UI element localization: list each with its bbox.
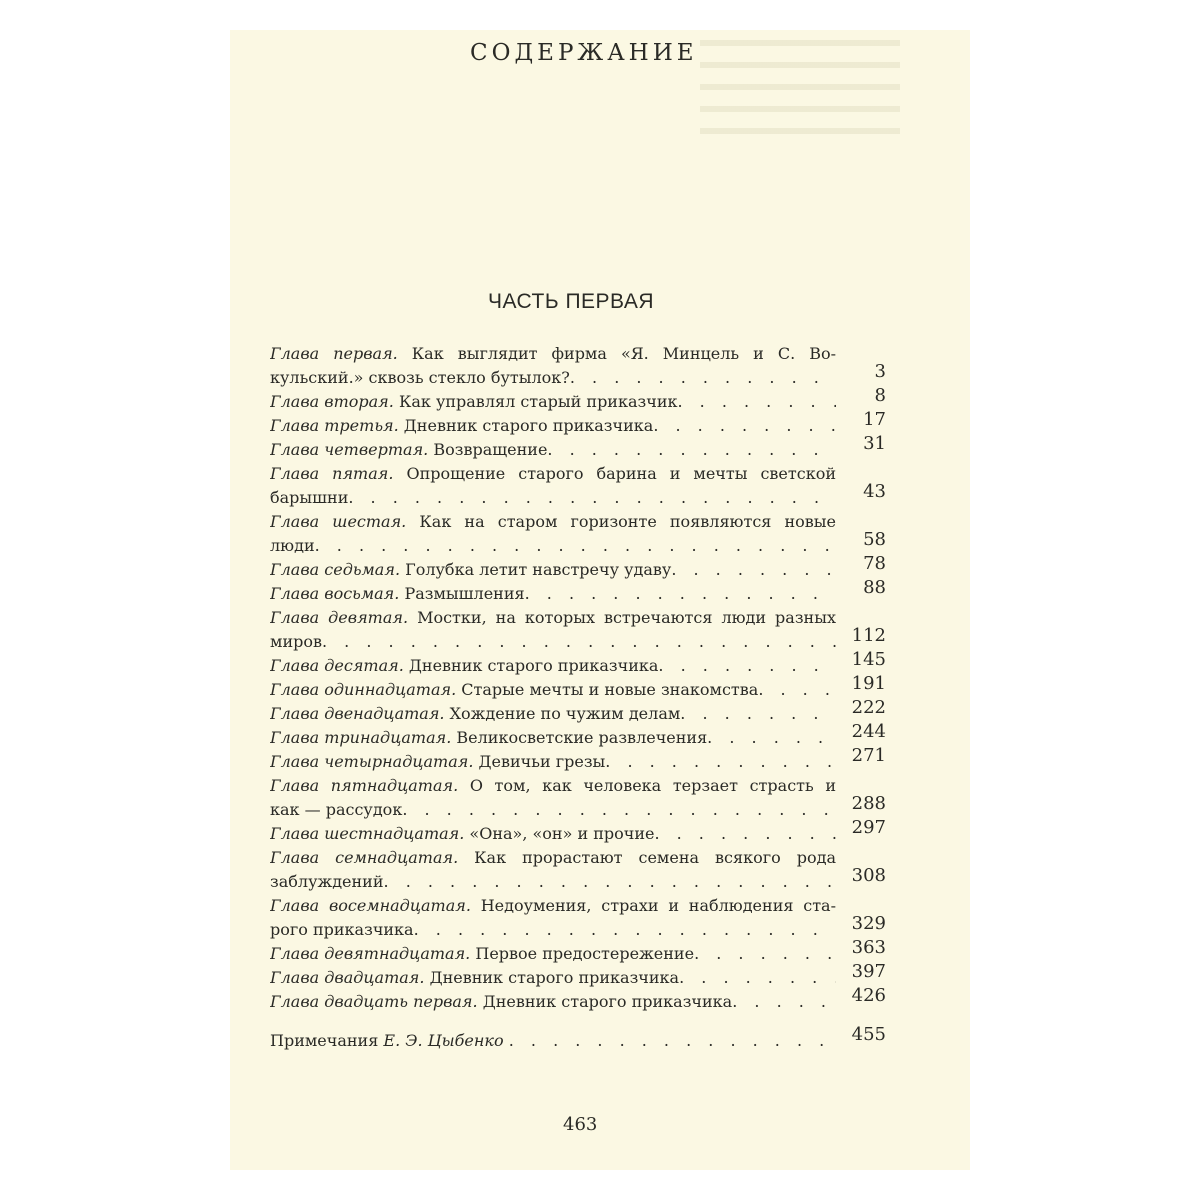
toc-entry <box>270 721 886 750</box>
chapter-title: «Она», «он» и прочие <box>469 824 655 843</box>
chapter-title-continued: заблуждений <box>270 872 384 891</box>
toc-entry <box>270 553 886 582</box>
chapter-title: Мостки, на которых встречаются люди разных <box>417 608 836 627</box>
chapter-title: Дневник старого приказчика <box>403 416 654 435</box>
chapter-title-continued: кульский.» сквозь стекло бутылок? <box>270 368 570 387</box>
chapter-label: Глава пятнадцатая. <box>270 776 459 795</box>
chapter-label: Глава девятая. <box>270 608 409 627</box>
leader-dots <box>679 966 836 990</box>
leader-dots <box>605 750 836 774</box>
toc-entry <box>270 342 886 390</box>
leader-dots <box>348 486 836 510</box>
leader-dots <box>732 990 836 1014</box>
page-number: 463 <box>563 1114 598 1135</box>
chapter-title-continued: как — рассудок <box>270 800 403 819</box>
page-ref: 78 <box>863 553 886 574</box>
page-ref: 112 <box>851 625 886 646</box>
chapter-label: Глава четырнадцатая. <box>270 752 474 771</box>
toc-entry <box>270 846 886 894</box>
leader-dots <box>384 870 836 894</box>
chapter-label: Глава первая. <box>270 344 398 363</box>
page-ref: 31 <box>863 433 886 454</box>
toc-entry <box>270 577 886 606</box>
leader-dots <box>322 630 836 654</box>
page-ref: 191 <box>851 673 886 694</box>
leader-dots <box>758 678 836 702</box>
page-ref: 308 <box>851 865 886 886</box>
toc-entry <box>270 774 886 822</box>
chapter-label: Глава двенадцатая. <box>270 704 445 723</box>
chapter-title: Как управлял старый приказчик <box>398 392 678 411</box>
chapter-label: Глава восьмая. <box>270 584 400 603</box>
chapter-title-continued: миров <box>270 632 322 651</box>
toc-entry <box>270 510 886 558</box>
toc-entry <box>270 894 886 942</box>
page-ref: 455 <box>851 1024 886 1045</box>
part-title: ЧАСТЬ ПЕРВАЯ <box>488 290 655 313</box>
chapter-label: Глава тринадцатая. <box>270 728 452 747</box>
toc-entry <box>270 937 886 966</box>
chapter-title-continued: барышни <box>270 488 349 507</box>
leader-dots <box>671 558 836 582</box>
chapter-title: Дневник старого приказчика <box>429 968 680 987</box>
chapter-label: Глава десятая. <box>270 656 404 675</box>
toc-entry <box>270 817 886 846</box>
chapter-label: Глава девятнадцатая. <box>270 944 471 963</box>
leader-dots <box>680 702 836 726</box>
leader-dots <box>658 654 836 678</box>
page-ref: 17 <box>863 409 886 430</box>
bleed-through-text <box>700 40 900 150</box>
toc-entry <box>270 961 886 990</box>
chapter-title: Старые мечты и новые знакомства <box>461 680 759 699</box>
chapter-label: Глава седьмая. <box>270 560 401 579</box>
chapter-title: Хождение по чужим делам <box>449 704 681 723</box>
page-ref: 43 <box>863 481 886 502</box>
leader-dots <box>402 798 836 822</box>
leader-dots <box>653 414 836 438</box>
leader-dots <box>677 390 836 414</box>
chapter-label: Глава двадцать первая. <box>270 992 478 1011</box>
chapter-title: Голубка летит навстречу удаву <box>405 560 672 579</box>
page-ref: 271 <box>851 745 886 766</box>
chapter-label: Глава вторая. <box>270 392 394 411</box>
page-ref: 397 <box>851 961 886 982</box>
toc-entry <box>270 745 886 774</box>
chapter-title: Как выглядит фирма «Я. Минцель и С. Во- <box>411 344 836 363</box>
leader-dots <box>509 1029 836 1053</box>
notes-author: Е. Э. Цыбенко <box>383 1031 504 1050</box>
chapter-title: Как на старом горизонте появляются новые <box>419 512 836 531</box>
chapter-title: Великосветские развлечения <box>456 728 708 747</box>
page-ref: 297 <box>851 817 886 838</box>
chapter-title: Как прорастают семена всякого рода <box>474 848 836 867</box>
toc-entry <box>270 697 886 726</box>
chapter-title: Девичьи грезы <box>478 752 606 771</box>
page-ref: 88 <box>863 577 886 598</box>
toc-entry <box>270 462 886 510</box>
page-ref: 288 <box>851 793 886 814</box>
leader-dots <box>570 366 836 390</box>
chapter-title-continued: люди <box>270 536 315 555</box>
page-ref: 58 <box>863 529 886 550</box>
toc-entry-notes <box>270 1024 886 1053</box>
page-ref: 363 <box>851 937 886 958</box>
chapter-label: Глава семнадцатая. <box>270 848 459 867</box>
leader-dots <box>525 582 836 606</box>
chapter-label: Глава шестнадцатая. <box>270 824 465 843</box>
chapter-title: О том, как человека терзает страсть и <box>469 776 836 795</box>
page-ref: 329 <box>851 913 886 934</box>
chapter-label: Глава третья. <box>270 416 399 435</box>
leader-dots <box>414 918 836 942</box>
chapter-title: Возвращение <box>433 440 548 459</box>
contents-heading: СОДЕРЖАНИЕ <box>470 40 698 66</box>
toc-entry <box>270 433 886 462</box>
leader-dots <box>547 438 836 462</box>
table-of-contents <box>270 342 886 1053</box>
page-ref: 8 <box>874 385 886 406</box>
chapter-label: Глава двадцатая. <box>270 968 425 987</box>
section-gap <box>270 1014 886 1029</box>
chapter-label: Глава восемнадцатая. <box>270 896 471 915</box>
toc-entry <box>270 385 886 414</box>
chapter-title: Дневник старого приказчика <box>482 992 733 1011</box>
leader-dots <box>315 534 836 558</box>
chapter-title: Дневник старого приказчика <box>408 656 659 675</box>
chapter-label: Глава четвертая. <box>270 440 429 459</box>
toc-entry <box>270 606 886 654</box>
toc-entry <box>270 649 886 678</box>
leader-dots <box>694 942 836 966</box>
chapter-title: Первое предостережение <box>475 944 695 963</box>
toc-entry <box>270 985 886 1014</box>
chapter-title: Опрощение старого барина и мечты светской <box>406 464 836 483</box>
chapter-label: Глава пятая. <box>270 464 394 483</box>
chapter-title-continued: рого приказчика <box>270 920 414 939</box>
page-ref: 244 <box>851 721 886 742</box>
notes-label: Примечания <box>270 1031 379 1050</box>
chapter-label: Глава одиннадцатая. <box>270 680 457 699</box>
chapter-title: Размышления <box>404 584 525 603</box>
chapter-label: Глава шестая. <box>270 512 407 531</box>
page-ref: 145 <box>851 649 886 670</box>
toc-entry <box>270 409 886 438</box>
leader-dots <box>654 822 836 846</box>
toc-entry <box>270 673 886 702</box>
page-ref: 426 <box>851 985 886 1006</box>
leader-dots <box>707 726 836 750</box>
page-ref: 3 <box>874 361 886 382</box>
page-ref: 222 <box>851 697 886 718</box>
chapter-title: Недоумения, страхи и наблюдения ста- <box>480 896 836 915</box>
